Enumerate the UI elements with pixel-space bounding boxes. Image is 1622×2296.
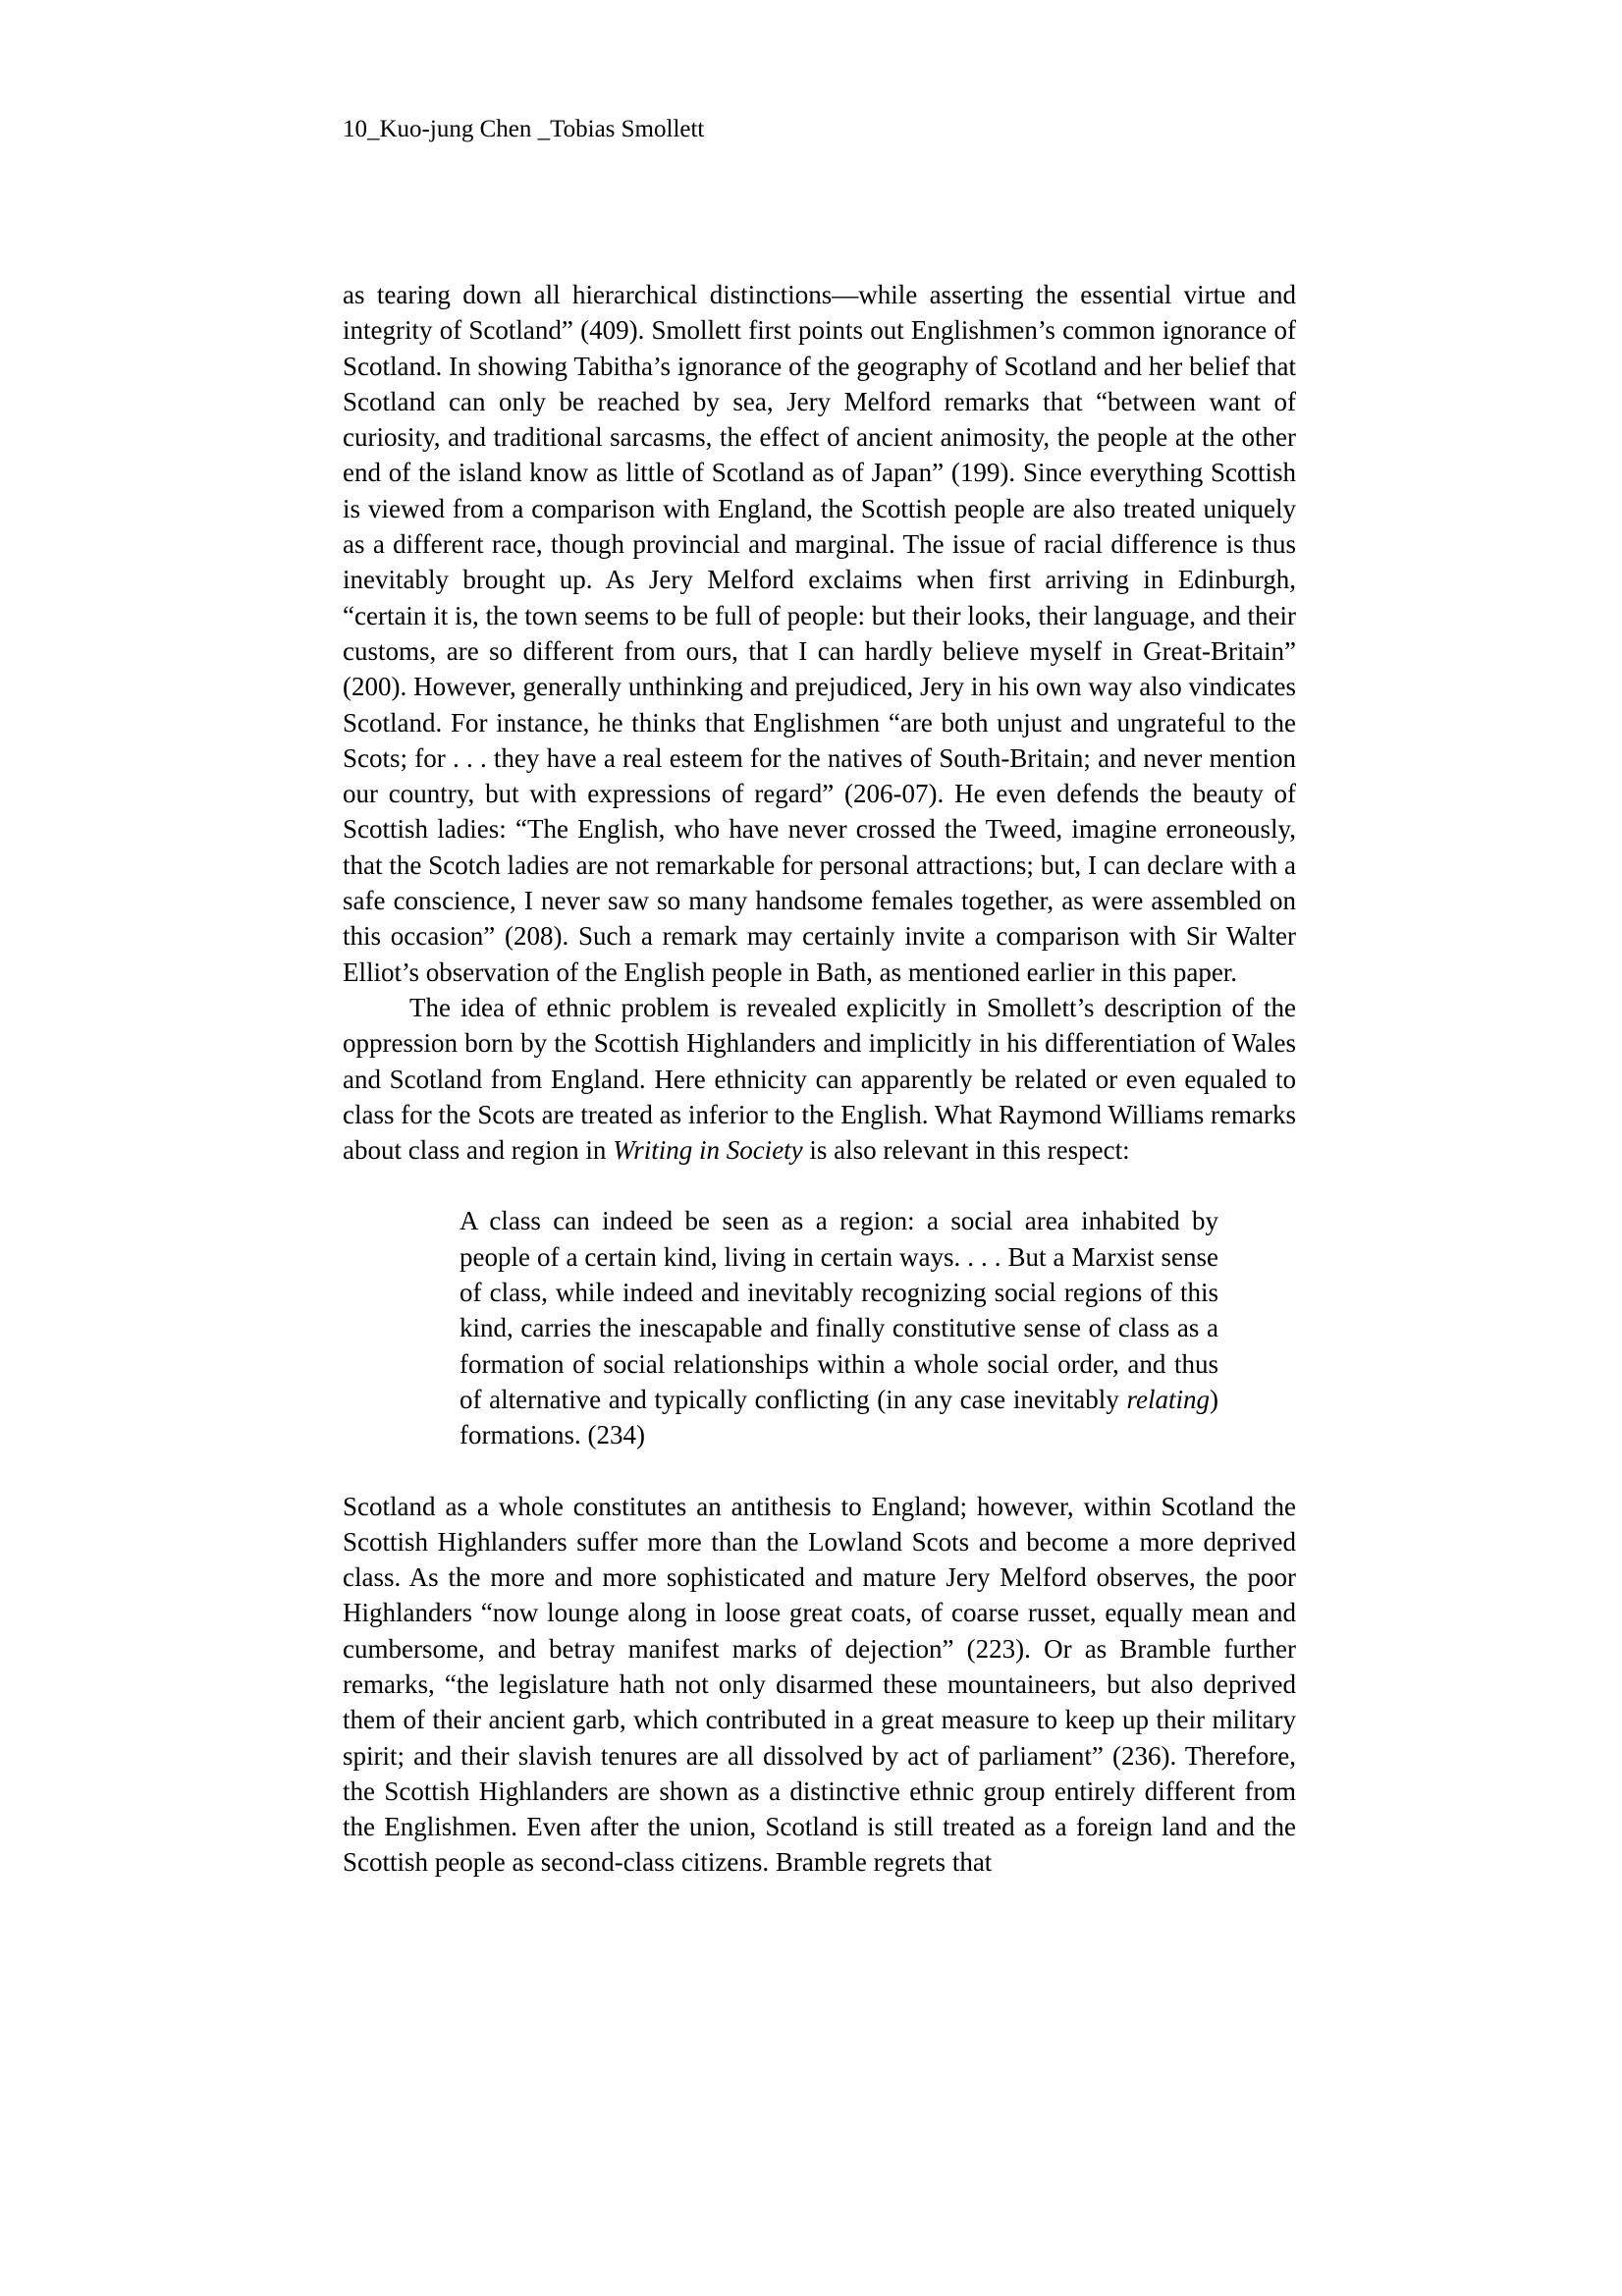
block-quote-text <box>460 1203 1218 1452</box>
paragraph-2-text-after-title: is also relevant in this respect: <box>802 1135 1130 1166</box>
paragraph-1: as tearing down all hierarchical distinctions—while asserting the essential virtue and integrity of Scotland” (409). Smollett first points out Englishmen’s common ignorance of Scotland. In showing Tabitha’s ignorance of the geography of Scotland and her belief that Scotland can only be reached by sea, Jery Melford remarks that “between want of curiosity, and traditional sarcasms, the effect of ancient animosity, the people at the other end of the island know as little of Scotland as of Japan” (199). Since everything Scottish is viewed from a comparison with England, the Scottish people are also treated uniquely as a different race, though provincial and marginal. The issue of racial difference is thus inevitably brought up. As Jery Melford exclaims when first arriving in Edinburgh, “certain it is, the town seems to be full of people: but their looks, their language, and their customs, are so different from ours, that I can hardly believe myself in Great-Britain” (200). However, generally unthinking and prejudiced, Jery in his own way also vindicates Scotland. For instance, he thinks that Englishmen “are both unjust and ungrateful to the Scots; for . . . they have a real esteem for the natives of South-Britain; and never mention our country, but with expressions of regard” (206-07). He even defends the beauty of Scottish ladies: “The English, who have never crossed the Tweed, imagine erroneously, that the Scotch ladies are not remarkable for personal attractions; but, I can declare with a safe conscience, I never saw so many handsome females together, as were assembled on this occasion” (208). Such a remark may certainly invite a comparison with Sir Walter Elliot’s observation of the English people in Bath, as mentioned earlier in this paper. <box>343 280 1296 987</box>
paragraph-2-text-before-title: The idea of ethnic problem is revealed explicitly in Smollett’s description of the oppression born by the Scottish Highlanders and implicitly in his differentiation of Wales and Scotland from England. Here ethnicity can apparently be related or even equaled to class for the Scots are treated as inferior to the English. What Raymond Williams remarks about class and region in <box>343 992 1296 1166</box>
quote-text-before-italic: A class can indeed be seen as a region: a social area inhabited by people of a certain kind, living in certain ways. . . . But a Marxist sense of class, while indeed and inevitably recognizing social regions of this kind, carries the inescapable and finally constitutive sense of class as a formation of social relationships within a whole social order, and thus of alternative and typically conflicting (in any case inevitably <box>460 1206 1218 1414</box>
paragraph-3: Scotland as a whole constitutes an antithesis to England; however, within Scotland the Scottish Highlanders suffer more than the Lowland Scots and become a more deprived class. As the more and more sophisticated and mature Jery Melford observes, the poor Highlanders “now lounge along in loose great coats, of coarse russet, equally mean and cumbersome, and betray manifest marks of dejection” (223). Or as Bramble further remarks, “the legislature hath not only disarmed these mountaineers, but also deprived them of their ancient garb, which contributed in a great measure to keep up their military spirit; and their slavish tenures are all dissolved by act of parliament” (236). Therefore, the Scottish Highlanders are shown as a distinctive ethnic group entirely different from the Englishmen. Even after the union, Scotland is still treated as a foreign land and the Scottish people as second-class citizens. Bramble regrets that <box>343 1491 1296 1878</box>
quote-text-after-italic: ) formations. (234) <box>460 1384 1218 1450</box>
body-text <box>343 277 1296 1881</box>
paragraph-2 <box>343 990 1296 1168</box>
running-header: 10_Kuo-jung Chen _Tobias Smollett <box>343 116 705 142</box>
book-title: Writing in Society <box>613 1135 803 1166</box>
quote-italic-word: relating <box>1126 1384 1210 1414</box>
block-quote <box>460 1203 1218 1452</box>
